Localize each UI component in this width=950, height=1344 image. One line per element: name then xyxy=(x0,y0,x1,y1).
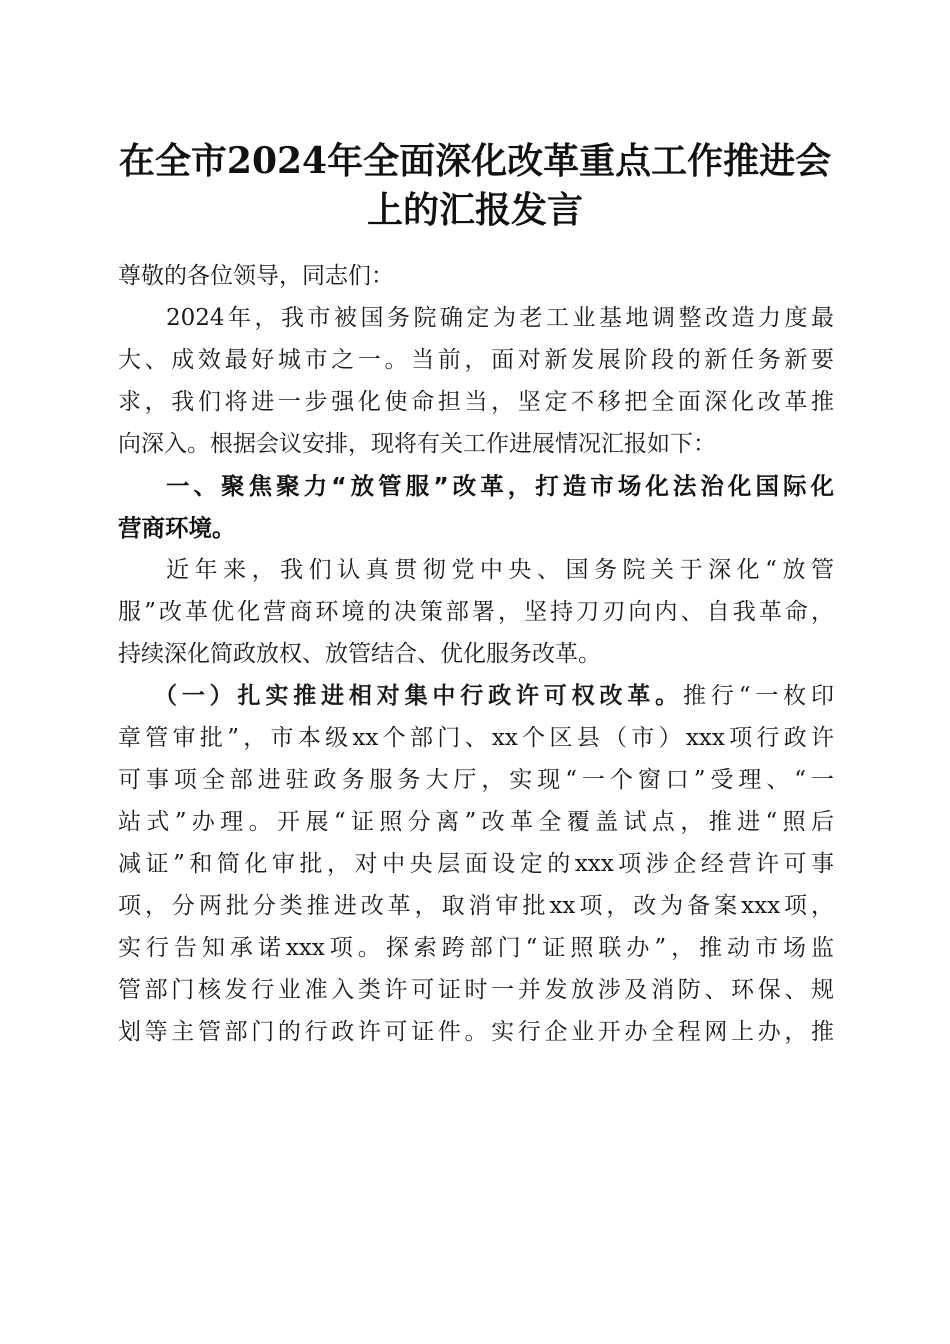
subsection-line: 划等主管部门的行政许可证件。实行企业开办全程网上办，推 xyxy=(118,1019,834,1045)
subsection-first-line-text: 推行“一枚印 xyxy=(683,683,835,709)
subsection-line: 站式”办理。开展“证照分离”改革全覆盖试点，推进“照后 xyxy=(118,809,834,835)
subsection-line: 减证”和简化审批，对中央层面设定的xxx项涉企经营许可事 xyxy=(118,851,834,877)
intro-line: 向深入。根据会议安排，现将有关工作进展情况汇报如下： xyxy=(118,431,716,457)
intro-line: 2024年，我市被国务院确定为老工业基地调整改造力度最 xyxy=(166,305,834,331)
salutation: 尊敬的各位领导，同志们： xyxy=(118,263,394,289)
section-paragraph-line: 近年来，我们认真贯彻党中央、国务院关于深化“放管 xyxy=(166,557,834,583)
subsection-line: 项，分两批分类推进改革，取消审批xx项，改为备案xxx项， xyxy=(118,893,834,919)
section-heading-line: 营商环境。 xyxy=(118,514,236,542)
section-paragraph-line: 服”改革优化营商环境的决策部署，坚持刀刃向内、自我革命， xyxy=(118,599,834,625)
subsection-line: 章管审批”，市本级xx个部门、xx个区县（市）xxx项行政许 xyxy=(118,725,834,751)
intro-line: 大、成效最好城市之一。当前，面对新发展阶段的新任务新要 xyxy=(118,347,834,373)
document-title-line-2: 上的汇报发言 xyxy=(366,189,583,231)
document-title-line-1: 在全市2024年全面深化改革重点工作推进会 xyxy=(118,140,832,182)
subsection-line: 实行告知承诺xxx项。探索跨部门“证照联办”，推动市场监 xyxy=(118,935,834,961)
subsection-line: 可事项全部进驻政务服务大厅，实现“一个窗口”受理、“一 xyxy=(118,767,834,793)
document-body xyxy=(118,255,834,1053)
section-paragraph-line: 持续深化简政放权、放管结合、优化服务改革。 xyxy=(118,641,601,667)
subsection-first-line xyxy=(118,675,834,717)
subsection-heading: （一）扎实推进相对集中行政许可权改革。 xyxy=(154,682,684,709)
section-heading-line: 一、聚焦聚力“放管服”改革，打造市场化法治化国际化 xyxy=(166,472,834,500)
subsection-line: 管部门核发行业准入类许可证时一并发放涉及消防、环保、规 xyxy=(118,977,834,1003)
intro-line: 求，我们将进一步强化使命担当，坚定不移把全面深化改革推 xyxy=(118,389,834,415)
